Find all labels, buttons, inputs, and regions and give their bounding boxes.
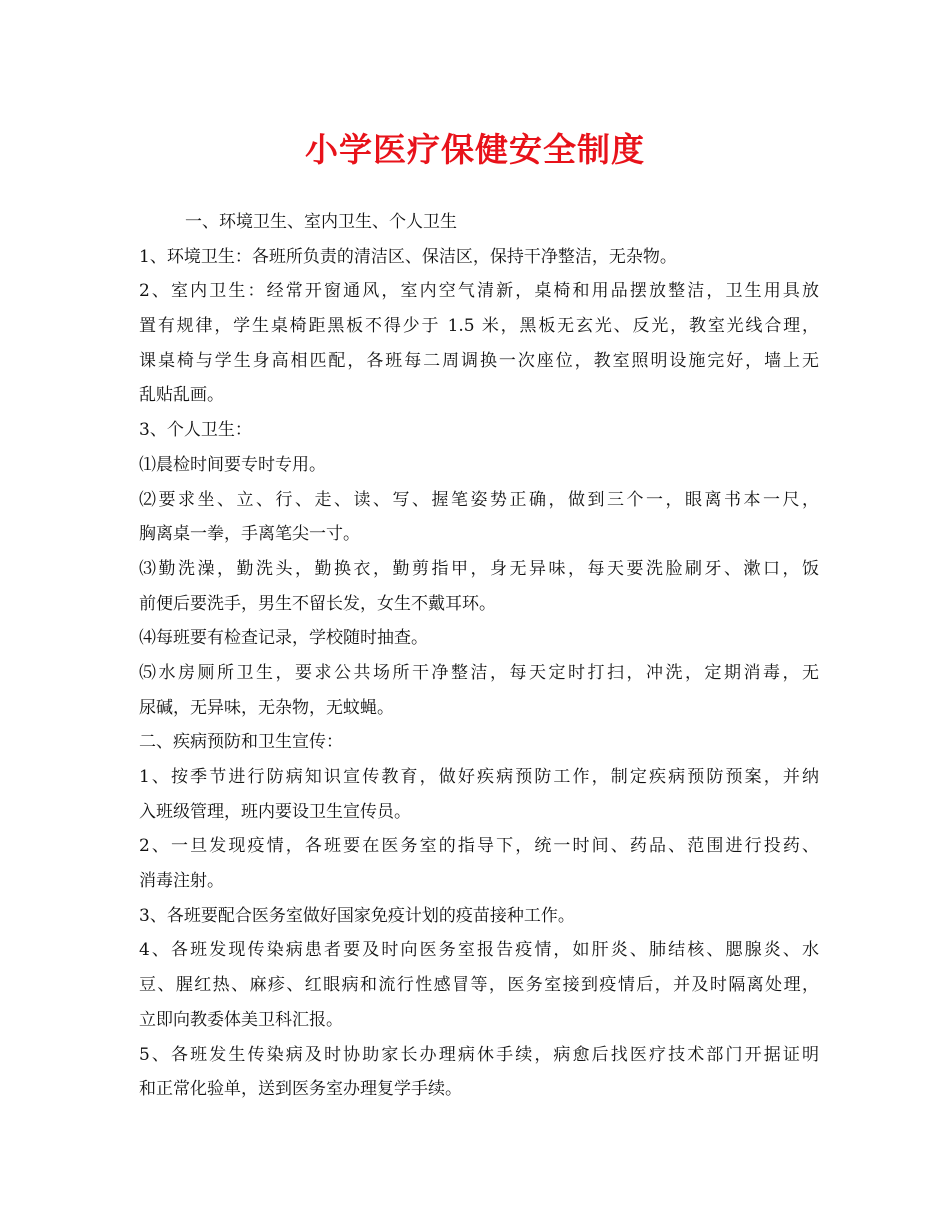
text-line: 4、各班发现传染病患者要及时向医务室报告疫情，如肝炎、肺结核、腮腺炎、水 [139,940,819,961]
text-line: 课桌椅与学生身高相匹配，各班每二周调换一次座位，教室照明设施完好，墙上无 [139,350,819,371]
text-line: ⑶勤洗澡，勤洗头，勤换衣，勤剪指甲，身无异味，每天要洗脸刷牙、漱口，饭 [139,558,819,579]
text-line: 1、按季节进行防病知识宣传教育，做好疾病预防工作，制定疾病预防预案，并纳 [139,767,819,787]
text-line: ⑵要求坐、立、行、走、读、写、握笔姿势正确，做到三个一，眼离书本一尺， [139,489,819,510]
text-line: 一、环境卫生、室内卫生、个人卫生 [185,212,457,232]
text-line: 3、个人卫生： [139,420,252,441]
text-line: 胸离桌一拳，手离笔尖一寸。 [139,524,360,545]
document-body [139,205,819,1107]
text-line: 1、环境卫生：各班所负责的清洁区、保洁区，保持干净整洁，无杂物。 [139,246,677,267]
text-line: 二、疾病预防和卫生宣传： [139,732,343,753]
text-line: 乱贴乱画。 [139,385,224,406]
text-line: 2、室内卫生：经常开窗通风，室内空气清新，桌椅和用品摆放整洁，卫生用具放 [139,281,819,302]
text-line: ⑷每班要有检查记录，学校随时抽查。 [139,628,428,649]
text-line: 和正常化验单，送到医务室办理复学手续。 [139,1079,462,1100]
text-line: 消毒注射。 [139,871,224,892]
document-title: 小学医疗保健安全制度 [305,130,645,169]
text-line: 前便后要洗手，男生不留长发，女生不戴耳环。 [139,593,496,614]
text-line: 置有规律，学生桌椅距黑板不得少于 1.5 米，黑板无玄光、反光，教室光线合理， [139,316,819,337]
text-line: 3、各班要配合医务室做好国家免疫计划的疫苗接种工作。 [139,905,575,926]
text-line: 5、各班发生传染病及时协助家长办理病休手续，病愈后找医疗技术部门开据证明 [139,1044,819,1065]
text-line: ⑸水房厕所卫生，要求公共场所干净整洁，每天定时打扫，冲洗，定期消毒，无 [139,662,819,683]
text-line: 豆、腥红热、麻疹、红眼病和流行性感冒等，医务室接到疫情后，并及时隔离处理， [139,975,819,996]
text-line: 入班级管理，班内要设卫生宣传员。 [139,801,411,822]
text-line: 2、一旦发现疫情，各班要在医务室的指导下，统一时间、药品、范围进行投药、 [139,836,819,857]
text-line: 尿碱，无异味，无杂物，无蚊蝇。 [139,697,394,718]
text-line: 立即向教委体美卫科汇报。 [139,1009,343,1030]
text-line: ⑴晨检时间要专时专用。 [139,454,326,475]
